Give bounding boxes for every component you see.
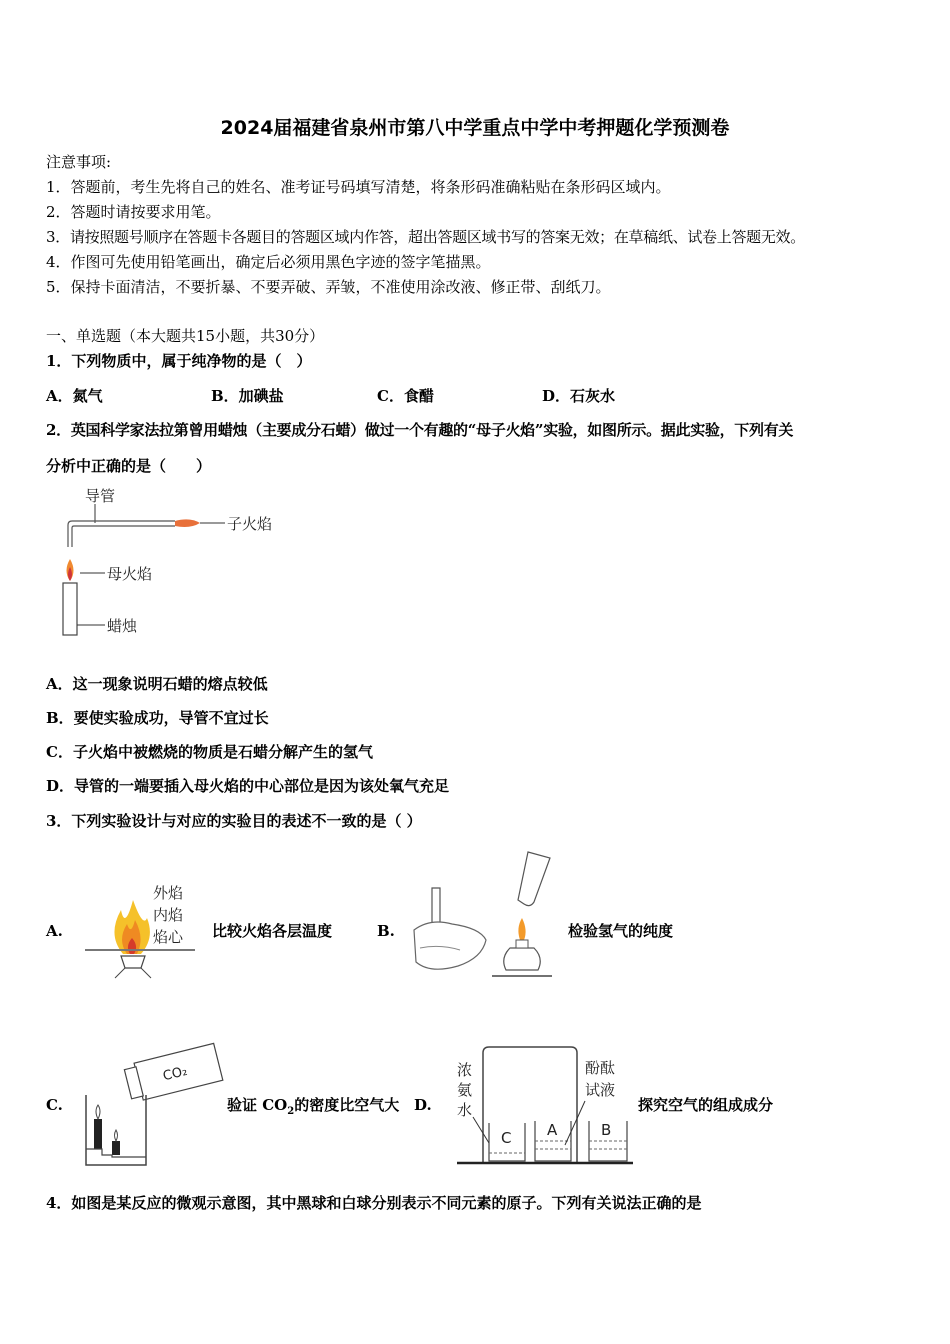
q1-option-d: D．石灰水 [542,387,616,405]
q2-stem-line1: 2．英国科学家法拉第曾用蜡烛（主要成分石蜡）做过一个有趣的“母子火焰”实验，如图所示。据此实验，下列有关 [46,421,794,439]
tall-candle [94,1119,102,1149]
q3-b-figure [410,848,560,983]
q1-option-b: B．加碘盐 [211,387,284,405]
tube-outline [68,521,175,547]
pointer-line [473,1117,489,1143]
q3-a-text: 比较火焰各层温度 [212,922,333,940]
q3-d-letter: D. [414,1096,432,1114]
q3-c-letter: C. [46,1096,63,1114]
notice-item: 4．作图可先使用铅笔画出，确定后必须用黑色字迹的签字笔描黑。 [46,253,491,271]
q2-option-b: B．要使实验成功，导管不宜过长 [46,709,269,727]
fig-label-phenol: 酚酞 [585,1059,616,1077]
child-flame [175,519,200,527]
tube-outline [72,526,175,547]
short-candle [112,1141,120,1155]
q2-option-c: C．子火焰中被燃烧的物质是石蜡分解产生的氢气 [46,743,373,761]
candle-flame [115,1130,118,1141]
fig-label-child: 子火焰 [227,515,273,533]
fig-label-inner: 内焰 [153,906,184,924]
q2-stem-line2: 分析中正确的是（ ） [46,457,212,475]
q1-option-c: C．食醋 [377,387,434,405]
notice-item: 1．答题前，考生先将自己的姓名、准考证号码填写清楚，将条形码准确粘贴在条形码区域内。 [46,178,671,196]
burner-leg [141,968,151,978]
pointer-line [565,1101,585,1145]
fig-label-candle: 蜡烛 [107,617,138,635]
candle-flame [96,1105,100,1119]
q3-c-text-sub: 2 [287,1106,295,1117]
fig-label-ammonia: 水 [457,1101,473,1119]
q3-stem: 3．下列实验设计与对应的实验目的表述不一致的是（ ） [46,812,422,830]
q3-b-letter: B. [377,922,395,940]
section-heading: 一、单选题（本大题共15小题，共30分） [46,327,325,345]
fig-label-mother: 母火焰 [107,565,153,583]
q3-c-text-post: 的密度比空气大 [294,1096,400,1114]
q3-c-text [227,1095,399,1122]
lamp-neck [516,940,528,948]
q2-figure [55,485,295,645]
fig-label-tube: 导管 [85,487,116,505]
lamp-flame [518,918,525,940]
q3-d-text: 探究空气的组成成分 [638,1096,774,1114]
fig-label-ammonia: 氨 [457,1081,473,1099]
fig-label-ammonia: 浓 [457,1061,473,1079]
beaker-label-b: B [601,1121,612,1139]
fig-label-core: 焰心 [153,928,184,946]
q1-stem: 1．下列物质中，属于纯净物的是（ ） [46,352,312,370]
notice-heading: 注意事项: [46,153,112,171]
fig-label-phenol: 试液 [585,1081,616,1099]
hand [414,922,486,969]
candle [63,583,77,635]
q3-c-figure [82,1035,227,1170]
notice-item: 2．答题时请按要求用笔。 [46,203,221,221]
beaker-label-a: A [547,1121,558,1139]
q1-option-a: A．氮气 [46,387,103,405]
bell-jar [483,1047,577,1163]
q2-option-d: D．导管的一端要插入母火焰的中心部位是因为该处氧气充足 [46,777,450,795]
q4-stem: 4．如图是某反应的微观示意图，其中黑球和白球分别表示不同元素的原子。下列有关说法正确的是 [46,1194,702,1212]
notice-item: 3．请按照题号顺序在答题卡各题目的答题区域内作答，超出答题区域书写的答案无效；在草稿纸、试卷上答题无效。 [46,228,805,246]
burner [121,956,145,968]
q3-c-text-pre: 验证 CO [227,1096,288,1114]
burner-leg [115,968,125,978]
q2-option-a: A．这一现象说明石蜡的熔点较低 [46,675,268,693]
q3-a-letter: A. [46,922,63,940]
fig-label-outer: 外焰 [153,884,184,902]
inverted-tube [518,852,550,906]
notice-item: 5．保持卡面清洁，不要折暴、不要弄破、弄皱，不准使用涂改液、修正带、刮纸刀。 [46,278,611,296]
q3-a-figure [85,880,200,980]
page-title: 2024届福建省泉州市第八中学重点中学中考押题化学预测卷 [220,117,730,139]
beaker-label-c: C [501,1129,512,1147]
q3-d-figure [455,1045,635,1170]
alcohol-lamp [504,948,541,970]
fig-label-co2: CO₂ [161,1063,189,1085]
q3-b-text: 检验氢气的纯度 [568,922,674,940]
